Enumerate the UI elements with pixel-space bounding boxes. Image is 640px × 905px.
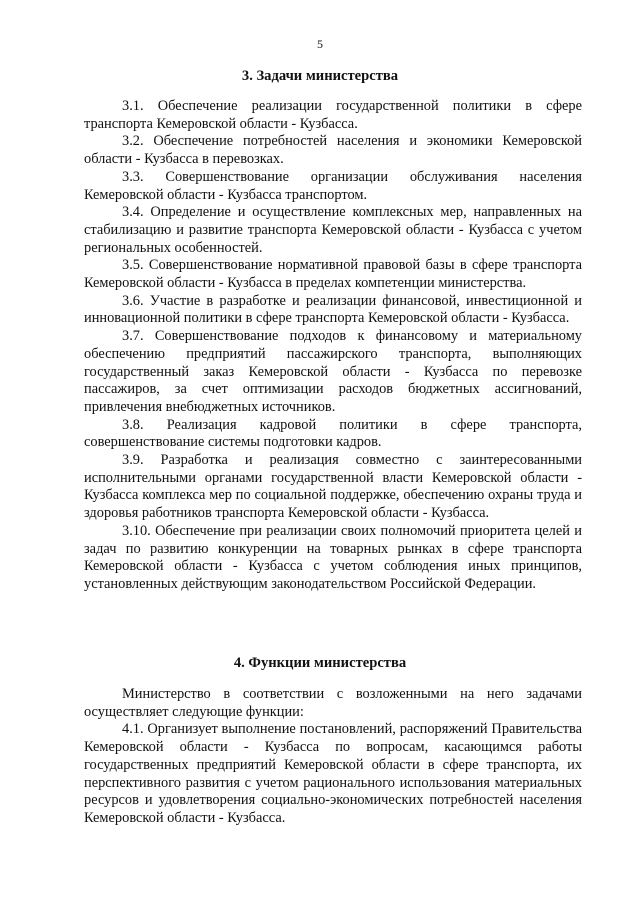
section-3-title: 3. Задачи министерства [241, 68, 399, 84]
section-4-intro: Министерство в соответствии с возложенными на него задачами осуществляет следующие функции: [84, 686, 582, 720]
item-3-7: 3.7. Совершенствование подходов к финансовому и материальному обеспечению предприятий пассажирского транспорта, выполняющих государственный заказ Кемеровской области - Кузбасса по перевозке пассажиров, за счет оптимизации расходов бюджетных ассигнований, привлечения внебюджетных источников. [84, 328, 582, 415]
item-3-2: 3.2. Обеспечение потребностей населения и экономики Кемеровской области - Кузбасса в перевозках. [84, 133, 582, 168]
item-3-10: 3.10. Обеспечение при реализации своих полномочий приоритета целей и задач по развитию конкуренции на товарных рынках в сфере транспорта Кемеровской области - Кузбасса с учетом соблюдения иных принципов, установленных действующим законодательством Российской Федерации. [84, 522, 582, 592]
item-3-6: 3.6. Участие в разработке и реализации финансовой, инвестиционной и инновационной политики в сфере транспорта Кемеровской области - Кузбасса. [84, 292, 582, 327]
section-3-body [84, 98, 582, 594]
item-3-4: 3.4. Определение и осуществление комплексных мер, направленных на стабилизацию и развитие транспорта Кемеровской области - Кузбасса с учетом региональных особенностей. [84, 204, 582, 256]
section-4-body [84, 686, 582, 828]
item-3-3: 3.3. Совершенствование организации обслуживания населения Кемеровской области - Кузбасса транспортом. [84, 168, 582, 203]
item-3-1: 3.1. Обеспечение реализации государственной политики в сфере транспорта Кемеровской области - Кузбасса. [84, 98, 582, 132]
item-3-5: 3.5. Совершенствование нормативной правовой базы в сфере транспорта Кемеровской области - Кузбасса в пределах компетенции министерства. [84, 257, 582, 292]
item-3-8: 3.8. Реализация кадровой политики в сфере транспорта, совершенствование системы подготовки кадров. [84, 416, 582, 451]
section-4-title: 4. Функции министерства [233, 655, 407, 671]
page-number: 5 [317, 37, 323, 51]
item-4-1: 4.1. Организует выполнение постановлений, распоряжений Правительства Кемеровской области - Кузбасса по вопросам, касающимся работы государственных предприятий Кемеровской области в сфере транспорта, их перспективного развития с учетом рационального использования материальных ресурсов и удовлетворения социально-экономических потребностей населения Кемеровской области - Кузбасса. [84, 721, 582, 826]
item-3-9: 3.9. Разработка и реализация совместно с заинтересованными исполнительными органами государственной власти Кемеровской области - Кузбасса комплекса мер по социальной поддержке, обеспечению охраны труда и здоровья работников транспорта Кемеровской области - Кузбасса. [84, 452, 582, 522]
